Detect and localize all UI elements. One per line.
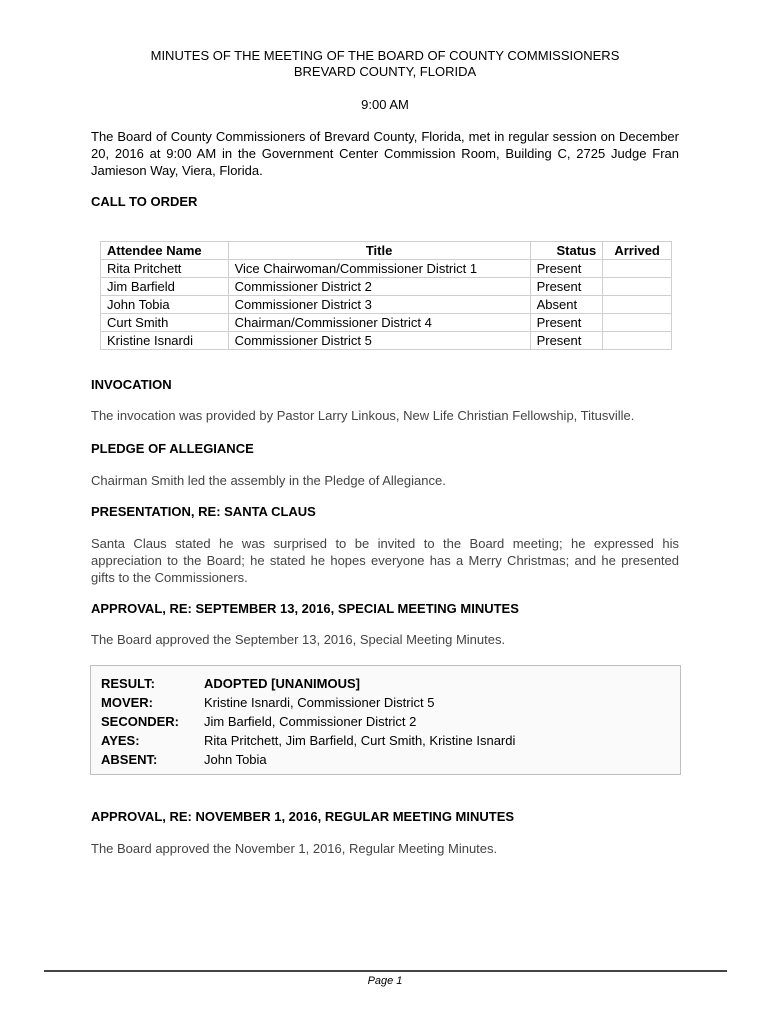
attendee-title: Commissioner District 2: [228, 278, 530, 296]
absent-label: ABSENT:: [101, 752, 158, 767]
approval-september-text: The Board approved the September 13, 2016, Special Meeting Minutes.: [91, 632, 506, 647]
absent-value: John Tobia: [204, 752, 267, 767]
approval-november-heading: APPROVAL, RE: NOVEMBER 1, 2016, REGULAR MEETING MINUTES: [91, 809, 515, 824]
attendee-name: Jim Barfield: [101, 278, 229, 296]
intro-paragraph: The Board of County Commissioners of Brevard County, Florida, met in regular session on December 20, 2016 at 9:00 AM in the Government Center Commission Room, Building C, 2725 Judge Fran Jamieson Way, Viera, Florida.: [91, 129, 679, 178]
result-value: ADOPTED [UNANIMOUS]: [204, 676, 360, 691]
ayes-label: AYES:: [101, 733, 140, 748]
document-title-line-2: BREVARD COUNTY, FLORIDA: [293, 64, 477, 79]
attendee-arrived: [603, 314, 672, 332]
pledge-heading: PLEDGE OF ALLEGIANCE: [91, 441, 254, 456]
document-title-line-1: MINUTES OF THE MEETING OF THE BOARD OF COUNTY COMMISSIONERS: [150, 48, 620, 63]
meeting-time: 9:00 AM: [361, 97, 409, 112]
column-header-status: Status: [530, 242, 603, 260]
attendee-arrived: [603, 332, 672, 350]
attendee-name: John Tobia: [101, 296, 229, 314]
attendance-header-row: [101, 242, 672, 260]
attendee-name: Rita Pritchett: [101, 260, 229, 278]
table-row: [101, 332, 672, 350]
approval-november-text: The Board approved the November 1, 2016, Regular Meeting Minutes.: [91, 841, 498, 856]
attendee-status: Present: [530, 260, 603, 278]
attendee-status: Absent: [530, 296, 603, 314]
attendee-arrived: [603, 260, 672, 278]
table-row: [101, 278, 672, 296]
seconder-value: Jim Barfield, Commissioner District 2: [204, 714, 417, 729]
invocation-heading: INVOCATION: [91, 377, 172, 392]
invocation-text: The invocation was provided by Pastor Larry Linkous, New Life Christian Fellowship, Titusville.: [91, 408, 635, 423]
attendee-title: Vice Chairwoman/Commissioner District 1: [228, 260, 530, 278]
attendee-status: Present: [530, 278, 603, 296]
result-label: RESULT:: [101, 676, 155, 691]
seconder-label: SECONDER:: [101, 714, 180, 729]
attendee-name: Kristine Isnardi: [101, 332, 229, 350]
ayes-value: Rita Pritchett, Jim Barfield, Curt Smith, Kristine Isnardi: [204, 733, 516, 748]
attendee-arrived: [603, 296, 672, 314]
attendance-table: [100, 241, 672, 350]
approval-september-heading: APPROVAL, RE: SEPTEMBER 13, 2016, SPECIAL MEETING MINUTES: [91, 601, 519, 616]
column-header-arrived: Arrived: [603, 242, 672, 260]
column-header-attendee: Attendee Name: [101, 242, 229, 260]
footer-divider: [44, 970, 727, 972]
pledge-text: Chairman Smith led the assembly in the Pledge of Allegiance.: [91, 473, 446, 488]
attendee-status: Present: [530, 332, 603, 350]
presentation-text: Santa Claus stated he was surprised to be invited to the Board meeting; he expressed his appreciation to the Board; he stated he hopes everyone has a Merry Christmas; and he presented gifts to the Commissioners.: [91, 536, 679, 585]
attendee-title: Commissioner District 3: [228, 296, 530, 314]
table-row: [101, 296, 672, 314]
vote-result-box: [90, 665, 681, 775]
call-to-order-heading: CALL TO ORDER: [91, 194, 198, 209]
table-row: [101, 260, 672, 278]
attendee-title: Commissioner District 5: [228, 332, 530, 350]
mover-value: Kristine Isnardi, Commissioner District 5: [204, 695, 435, 710]
table-row: [101, 314, 672, 332]
page-number: Page 1: [367, 975, 403, 987]
attendee-arrived: [603, 278, 672, 296]
column-header-title: Title: [228, 242, 530, 260]
mover-label: MOVER:: [101, 695, 153, 710]
attendee-title: Chairman/Commissioner District 4: [228, 314, 530, 332]
attendee-status: Present: [530, 314, 603, 332]
attendee-name: Curt Smith: [101, 314, 229, 332]
presentation-heading: PRESENTATION, RE: SANTA CLAUS: [91, 504, 316, 519]
